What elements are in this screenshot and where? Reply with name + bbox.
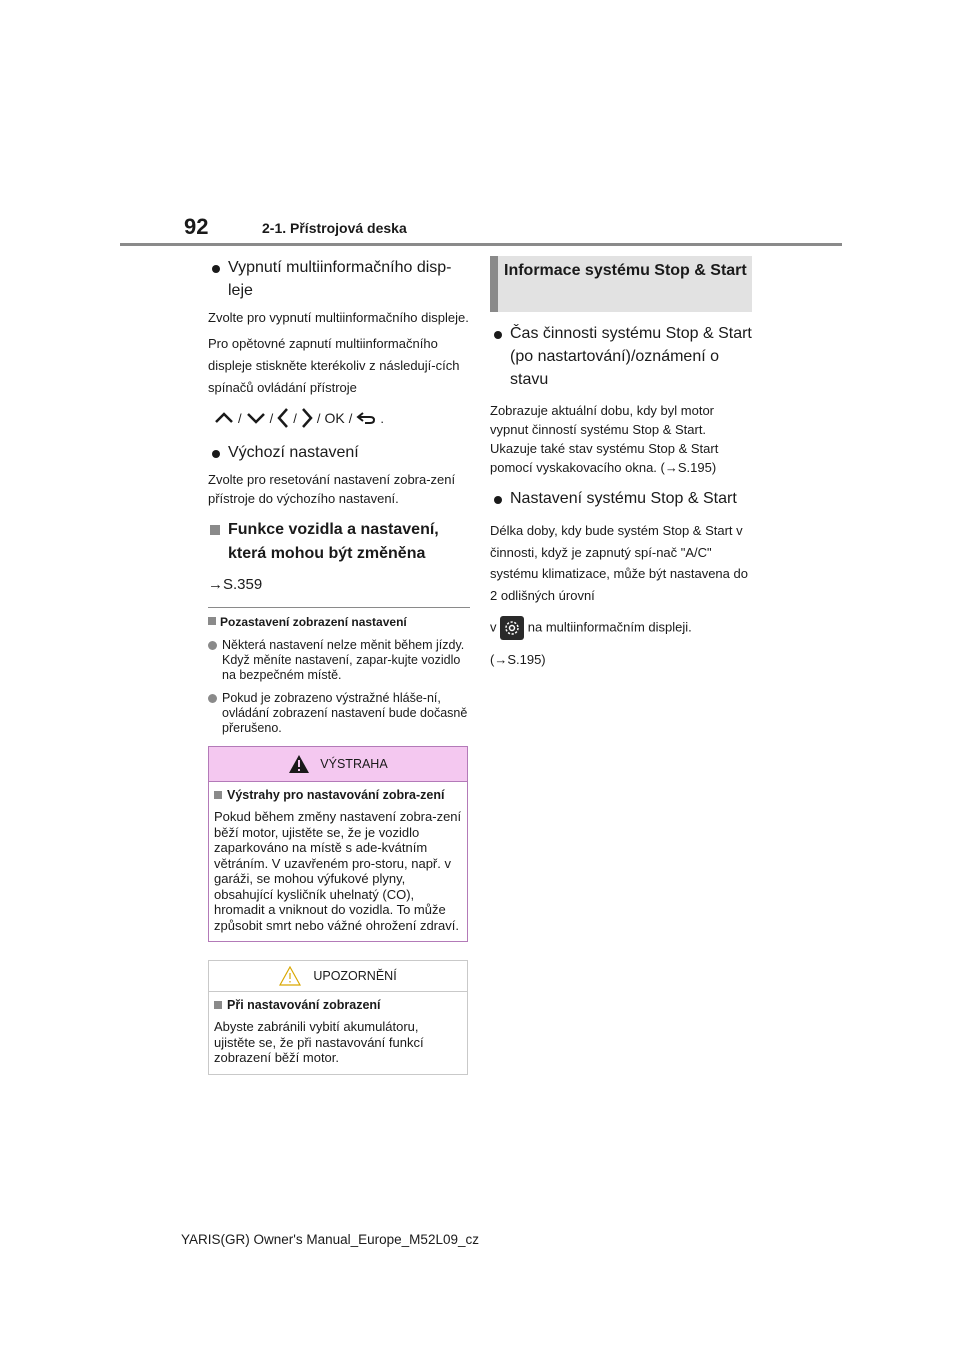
- settings-icon-line: [490, 616, 752, 640]
- caution-title-text: Při nastavování zobrazení: [227, 998, 381, 1012]
- caution-box: [208, 960, 468, 1075]
- note-divider: [208, 607, 470, 608]
- warning-text: Pokud během změny nastavení zobra-zení běží motor, ujistěte se, že je vozidlo zaparkováno na místě s ade-kvátním větráním. V uzavřeném pro-storu, např. v garáži, se mohou výfukové plyny, obsahující kysličník uhelnatý (CO), hromadit a vniknout do vozidla. To může způsobit smrt nebo vážné ohrožení zdraví.: [214, 809, 462, 933]
- separator: /: [238, 410, 242, 426]
- right-chevron-icon: [301, 407, 313, 429]
- page-reference: (→S.195): [490, 652, 546, 667]
- right-column: [490, 256, 752, 669]
- back-arrow-icon: [356, 411, 376, 425]
- left-chevron-icon: [277, 407, 289, 429]
- footer-text: YARIS(GR) Owner's Manual_Europe_M52L09_cz: [181, 1232, 479, 1247]
- stop-start-settings-text: Délka doby, kdy bude systém Stop & Start v činnosti, když je zapnutý spí-nač "A/C" systému klimatizace, může být nastavena do 2 odlišných úrovní: [490, 523, 748, 603]
- square-marker: [214, 791, 222, 799]
- warning-title-text: Výstrahy pro nastavování zobra-zení: [227, 788, 445, 802]
- default-settings-text: Zvolte pro resetování nastavení zobra-zení přístroje do výchozího nastavení.: [208, 472, 456, 506]
- warning-box: [208, 746, 468, 942]
- up-chevron-icon: [214, 412, 234, 424]
- bullet-heading-stop-start-settings: [490, 487, 752, 510]
- square-marker: [208, 617, 216, 625]
- bullet-heading-text: Výchozí nastavení: [228, 444, 359, 461]
- icon-line-prefix: v: [490, 619, 497, 635]
- subsection-title: Funkce vozidla a nastavení, která mohou být změněna: [228, 521, 439, 562]
- down-chevron-icon: [246, 412, 266, 424]
- section-title: 2-1. Přístrojová deska: [262, 220, 407, 236]
- bullet-heading-stop-start-time: [490, 322, 752, 391]
- note-item-text: Pokud je zobrazeno výstražné hláše-ní, ovládání zobrazení nastavení bude dočasně přerušeno.: [222, 691, 468, 735]
- header-rule: [120, 243, 842, 246]
- warning-label: VÝSTRAHA: [320, 757, 388, 771]
- bullet-dot: [212, 450, 220, 458]
- separator: /: [269, 410, 274, 426]
- warning-title: [214, 788, 462, 803]
- bullet-heading-text: Vypnutí multiinformačního disp-leje: [228, 259, 452, 299]
- bullet-dot: [208, 694, 217, 703]
- caution-triangle-icon: [279, 966, 301, 986]
- page-reference: →S.359: [208, 576, 263, 593]
- separator: /: [293, 410, 297, 426]
- list-end: .: [380, 410, 384, 426]
- subsection-heading: [208, 518, 470, 566]
- warning-triangle-icon: [288, 754, 310, 774]
- separator: /: [348, 410, 353, 426]
- ok-button-label: OK: [324, 410, 345, 426]
- display-off-text: Zvolte pro vypnutí multiinformačního displeje.: [208, 310, 469, 325]
- bullet-heading-display-off: [208, 256, 470, 302]
- settings-gear-icon: [500, 616, 524, 640]
- note-heading: [208, 614, 470, 630]
- page-number: 92: [184, 214, 209, 239]
- bullet-dot: [494, 496, 502, 504]
- caution-body: [209, 992, 467, 1074]
- note-item-text: Některá nastavení nelze měnit během jízdy. Když měníte nastavení, zapar-kujte vozidlo na bezpečném místě.: [222, 638, 465, 682]
- control-switch-list: [208, 405, 470, 431]
- note-item: [208, 691, 470, 736]
- note-item: [208, 638, 470, 683]
- bullet-heading-text: Čas činnosti systému Stop & Start (po nastartování)/oznámení o stavu: [510, 325, 752, 388]
- display-on-text: Pro opětovné zapnutí multiinformačního displeje stiskněte kterékoliv z následují-cích spínačů ovládání přístroje: [208, 336, 460, 395]
- square-marker: [210, 525, 220, 535]
- bullet-heading-text: Nastavení systému Stop & Start: [510, 490, 737, 507]
- caution-label: UPOZORNĚNÍ: [313, 969, 397, 983]
- caution-header: [209, 961, 467, 992]
- info-section-header: Informace systému Stop & Start: [490, 256, 752, 312]
- icon-line-suffix: na multiinformačním displeji.: [527, 619, 692, 635]
- warning-body: [209, 782, 467, 941]
- note-title: Pozastavení zobrazení nastavení: [220, 615, 407, 629]
- caution-title: [214, 998, 462, 1013]
- bullet-dot: [208, 641, 217, 650]
- bullet-dot: [212, 265, 220, 273]
- caution-text: Abyste zabránili vybití akumulátoru, ujistěte se, že při nastavování funkcí zobrazení běží motor.: [214, 1019, 424, 1065]
- stop-start-time-text: Zobrazuje aktuální dobu, kdy byl motor vypnut činností systému Stop & Start. Ukazuje také stav systému Stop & Start pomocí vyskakovacího okna. (→S.195): [490, 403, 719, 475]
- bullet-dot: [494, 331, 502, 339]
- square-marker: [214, 1001, 222, 1009]
- warning-header: [209, 747, 467, 782]
- separator: /: [316, 410, 321, 426]
- left-column: [208, 256, 470, 1075]
- bullet-heading-default-settings: [208, 441, 470, 464]
